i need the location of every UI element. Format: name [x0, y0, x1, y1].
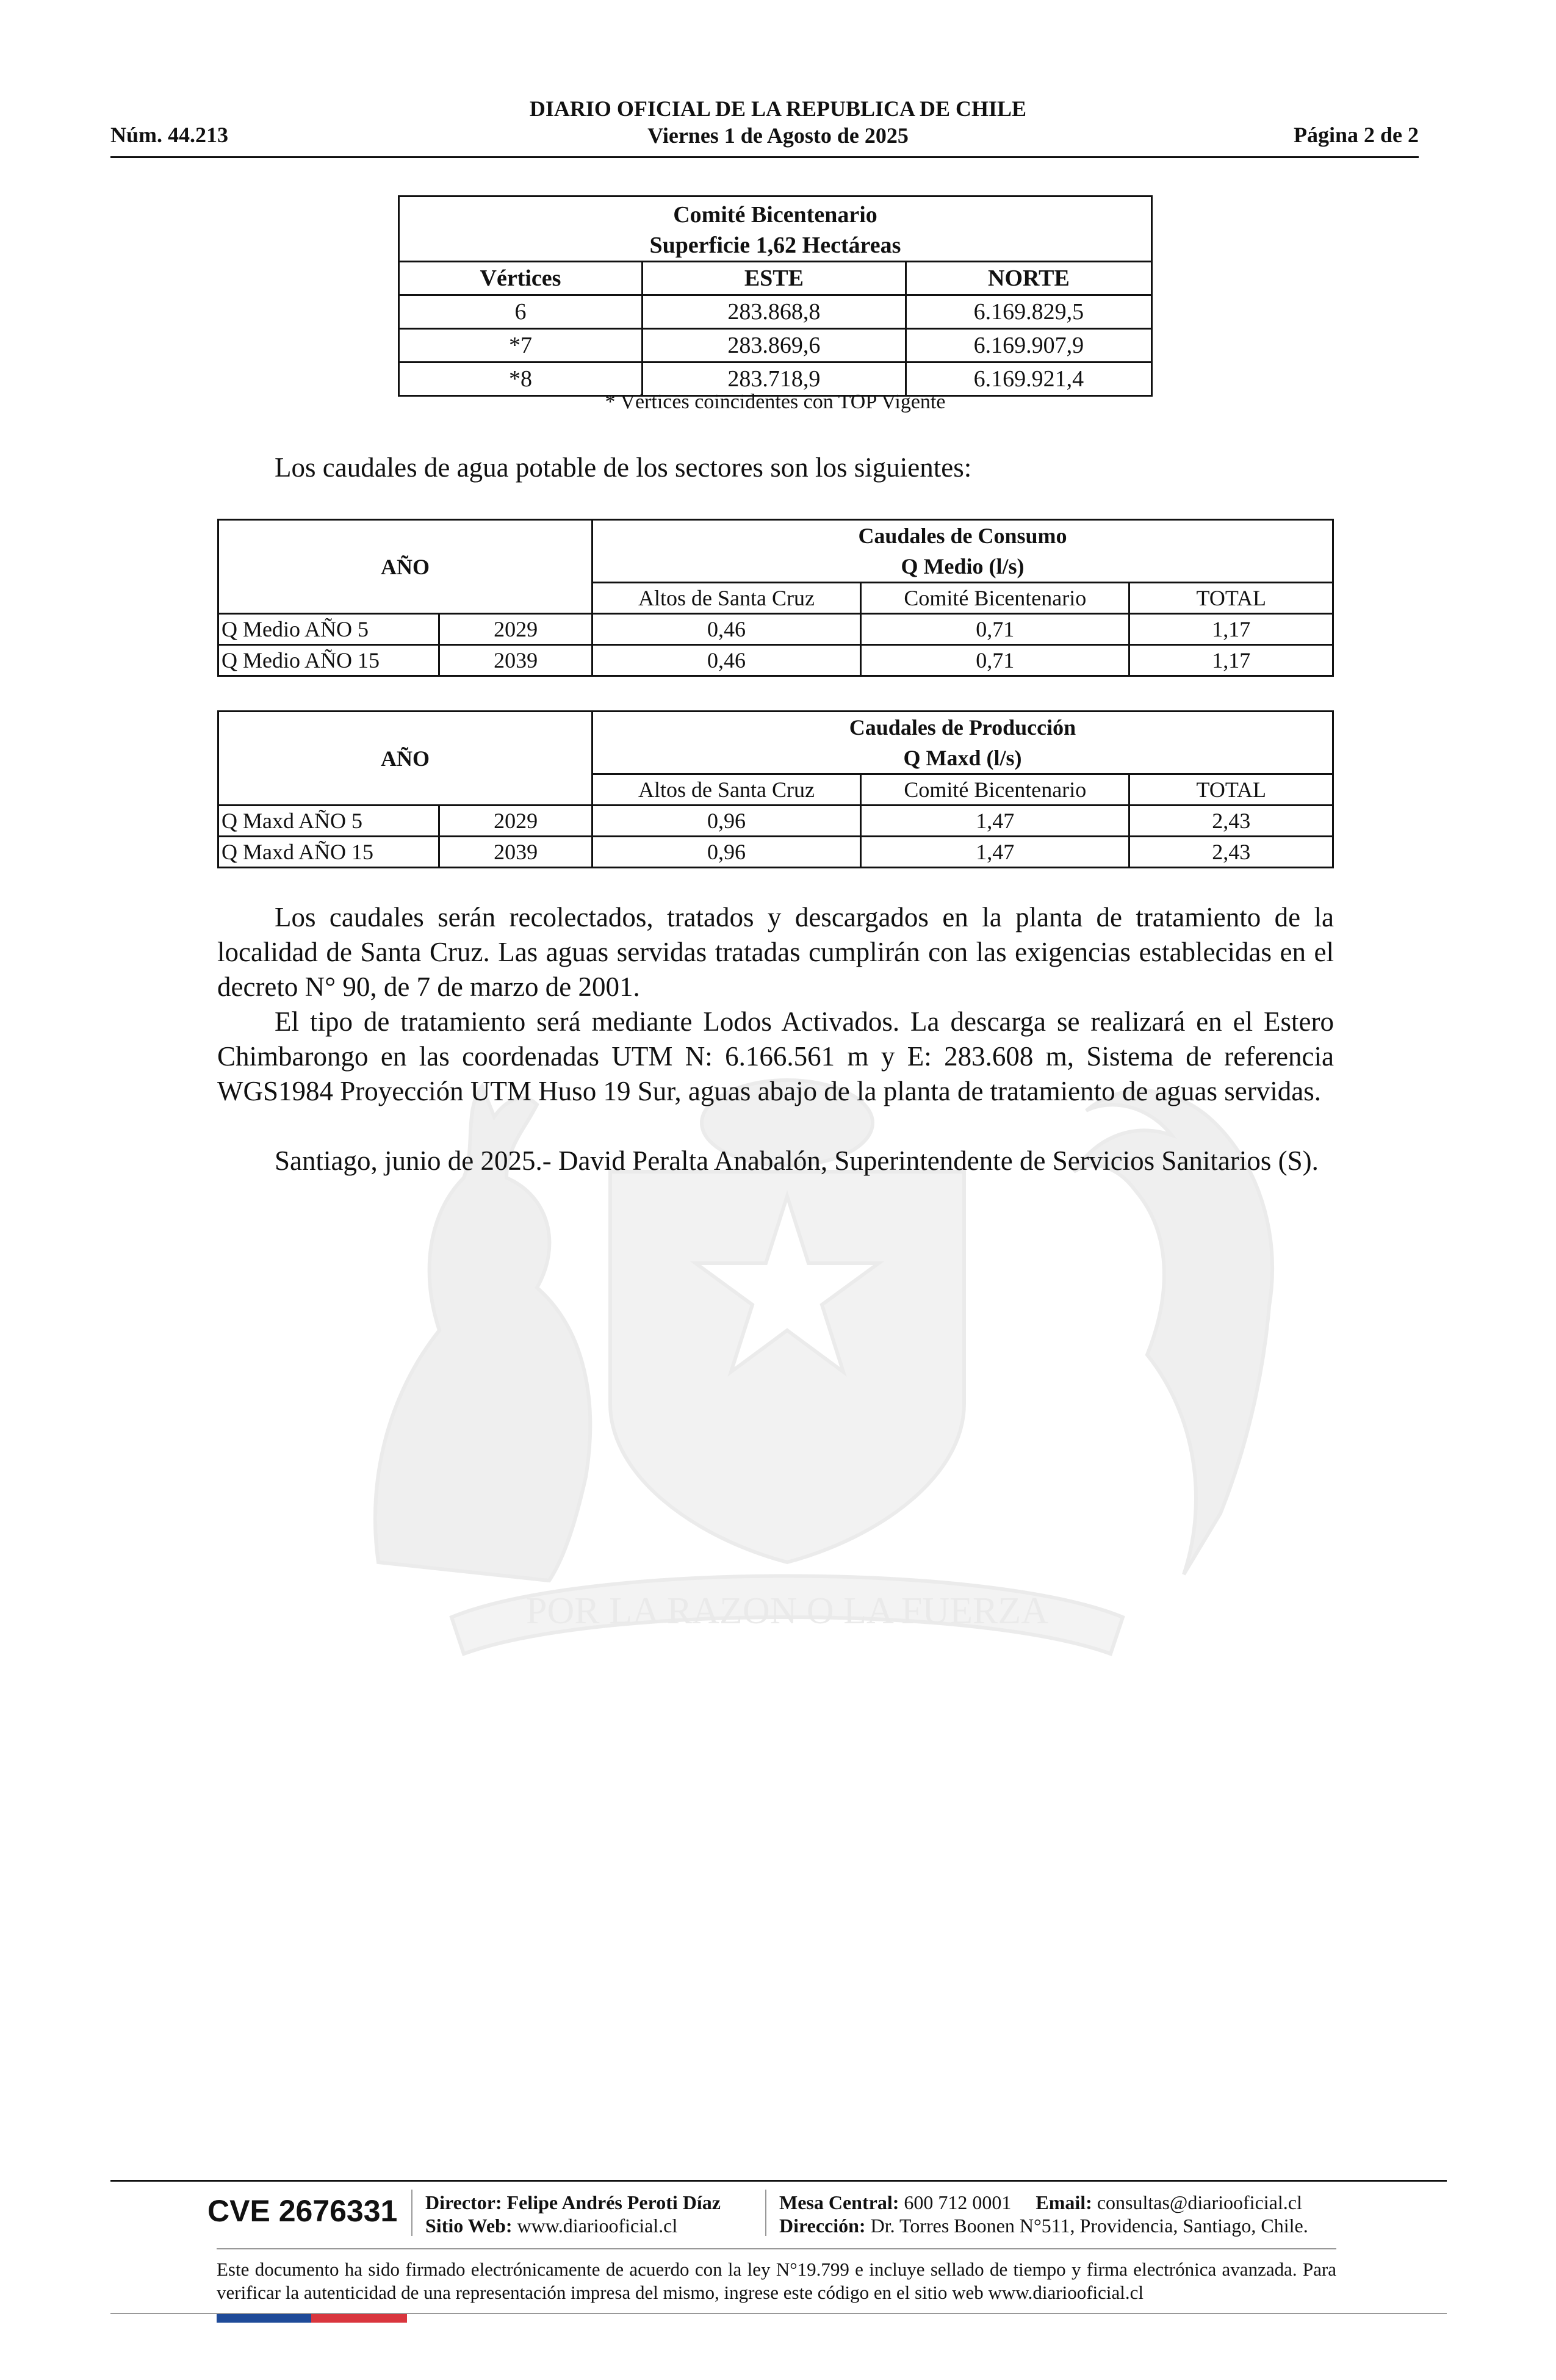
table-header-row	[399, 262, 1152, 295]
footer-separator	[765, 2190, 766, 2236]
mesa-phone: 600 712 0001	[904, 2191, 1012, 2213]
column-header-total: TOTAL	[1129, 583, 1333, 614]
cve-code: CVE 2676331	[207, 2194, 398, 2228]
director-name: Felipe Andrés Peroti Díaz	[506, 2191, 721, 2213]
group-subtitle: Q Medio (l/s)	[901, 554, 1025, 579]
table-title-row	[399, 197, 1152, 262]
table-cell: 1,47	[861, 806, 1129, 837]
director-label: Director:	[425, 2191, 502, 2213]
table-cell: 0,71	[861, 614, 1129, 645]
publication-title: DIARIO OFICIAL DE LA REPUBLICA DE CHILE	[529, 96, 1027, 121]
table-cell: 0,96	[592, 837, 860, 868]
table-cell: 1,17	[1129, 645, 1333, 676]
address-label: Dirección:	[779, 2215, 866, 2237]
intro-paragraph: Los caudales de agua potable de los sectores son los siguientes:	[275, 452, 972, 483]
legal-notice: Este documento ha sido firmado electrónicamente de acuerdo con la ley N°19.799 e incluye sellado de tiempo y firma electrónica avanzada. Para verificar la autenticidad de una representación impresa del mismo, ingrese este código en el sitio web www.diariooficial.cl	[217, 2259, 1336, 2303]
footer-divider	[217, 2248, 1336, 2249]
address-value: Dr. Torres Boonen N°511, Providencia, Santiago, Chile.	[870, 2215, 1308, 2237]
table-cell: 6.169.907,9	[906, 329, 1151, 362]
column-header-norte: NORTE	[906, 262, 1151, 295]
body-text	[217, 900, 1334, 1178]
table-cell: 6	[399, 295, 643, 329]
table-cell: 283.718,9	[642, 362, 906, 396]
footer-separator	[411, 2190, 412, 2236]
table-group-row	[218, 712, 1333, 774]
email-label: Email:	[1036, 2191, 1092, 2213]
column-header-comite: Comité Bicentenario	[861, 583, 1129, 614]
column-header-total: TOTAL	[1129, 774, 1333, 806]
table-cell: 2039	[439, 837, 593, 868]
vertices-title: Comité Bicentenario	[673, 202, 877, 228]
column-header-altos: Altos de Santa Cruz	[592, 583, 860, 614]
table-cell: 0,71	[861, 645, 1129, 676]
anio-header: AÑO	[218, 712, 593, 806]
website-link[interactable]: www.diariooficial.cl	[517, 2215, 678, 2237]
table-cell: 2039	[439, 645, 593, 676]
vertices-note: * Vértices coincidentes con TOP Vigente	[605, 391, 946, 413]
consumption-flow-table	[217, 519, 1334, 677]
page-number: Página 2 de 2	[1293, 123, 1419, 147]
paragraph-collection: Los caudales serán recolectados, tratados y descargados en la planta de tratamiento de la localidad de Santa Cruz. Las aguas servidas tratadas cumplirán con las exigencias establecidas en el decreto N° 90, de 7 de marzo de 2001.	[217, 902, 1334, 1002]
table-cell: 2029	[439, 614, 593, 645]
column-header-vertices: Vértices	[399, 262, 643, 295]
group-subtitle: Q Maxd (l/s)	[903, 746, 1022, 770]
footer-divider	[110, 2180, 1447, 2182]
table-cell: Q Maxd AÑO 5	[218, 806, 439, 837]
footer-contact-block	[779, 2191, 1308, 2237]
table-cell: 1,47	[861, 837, 1129, 868]
table-row	[218, 645, 1333, 676]
table-cell: *7	[399, 329, 643, 362]
table-cell: 0,46	[592, 645, 860, 676]
table-cell: Q Medio AÑO 5	[218, 614, 439, 645]
publication-date: Viernes 1 de Agosto de 2025	[647, 123, 909, 148]
table-cell: 283.869,6	[642, 329, 906, 362]
table-cell: 0,46	[592, 614, 860, 645]
table-cell: 2,43	[1129, 837, 1333, 868]
table-cell: 0,96	[592, 806, 860, 837]
footer-director-block	[425, 2191, 721, 2237]
paragraph-signature: Santiago, junio de 2025.- David Peralta Anabalón, Superintendente de Servicios Sanitarios (S).	[275, 1145, 1319, 1176]
group-title: Caudales de Consumo	[858, 524, 1067, 548]
flag-stripe-blue	[217, 2314, 311, 2323]
vertices-subtitle: Superficie 1,62 Hectáreas	[649, 233, 901, 258]
table-cell: *8	[399, 362, 643, 396]
issue-number: Núm. 44.213	[110, 123, 229, 147]
group-header	[592, 520, 1333, 583]
flag-stripe-red	[311, 2314, 407, 2323]
mesa-label: Mesa Central:	[779, 2191, 899, 2213]
watermark-motto: POR LA RAZON O LA FUERZA	[525, 1590, 1049, 1632]
group-header	[592, 712, 1333, 774]
production-flow-table	[217, 710, 1334, 868]
table-cell: Q Medio AÑO 15	[218, 645, 439, 676]
table-cell: Q Maxd AÑO 15	[218, 837, 439, 868]
table-cell: 283.868,8	[642, 295, 906, 329]
column-header-comite: Comité Bicentenario	[861, 774, 1129, 806]
column-header-altos: Altos de Santa Cruz	[592, 774, 860, 806]
paragraph-treatment: El tipo de tratamiento será mediante Lodos Activados. La descarga se realizará en el Estero Chimbarongo en las coordenadas UTM N: 6.166.561 m y E: 283.608 m, Sistema de referencia WGS1984 Proyección UTM Huso 19 Sur, aguas abajo de la planta de tratamiento de aguas servidas.	[217, 1006, 1334, 1106]
anio-header: AÑO	[218, 520, 593, 614]
vertices-table	[398, 195, 1153, 397]
website-label: Sitio Web:	[425, 2215, 513, 2237]
email-link[interactable]: consultas@diariooficial.cl	[1097, 2191, 1302, 2213]
table-title	[399, 197, 1152, 262]
table-cell: 1,17	[1129, 614, 1333, 645]
table-row	[399, 329, 1152, 362]
table-row	[218, 614, 1333, 645]
table-cell: 6.169.829,5	[906, 295, 1151, 329]
column-header-este: ESTE	[642, 262, 906, 295]
table-cell: 2,43	[1129, 806, 1333, 837]
table-group-row	[218, 520, 1333, 583]
table-row	[399, 295, 1152, 329]
group-title: Caudales de Producción	[849, 715, 1076, 740]
table-cell: 6.169.921,4	[906, 362, 1151, 396]
table-row	[218, 837, 1333, 868]
header-divider	[110, 156, 1419, 158]
table-row	[218, 806, 1333, 837]
table-cell: 2029	[439, 806, 593, 837]
